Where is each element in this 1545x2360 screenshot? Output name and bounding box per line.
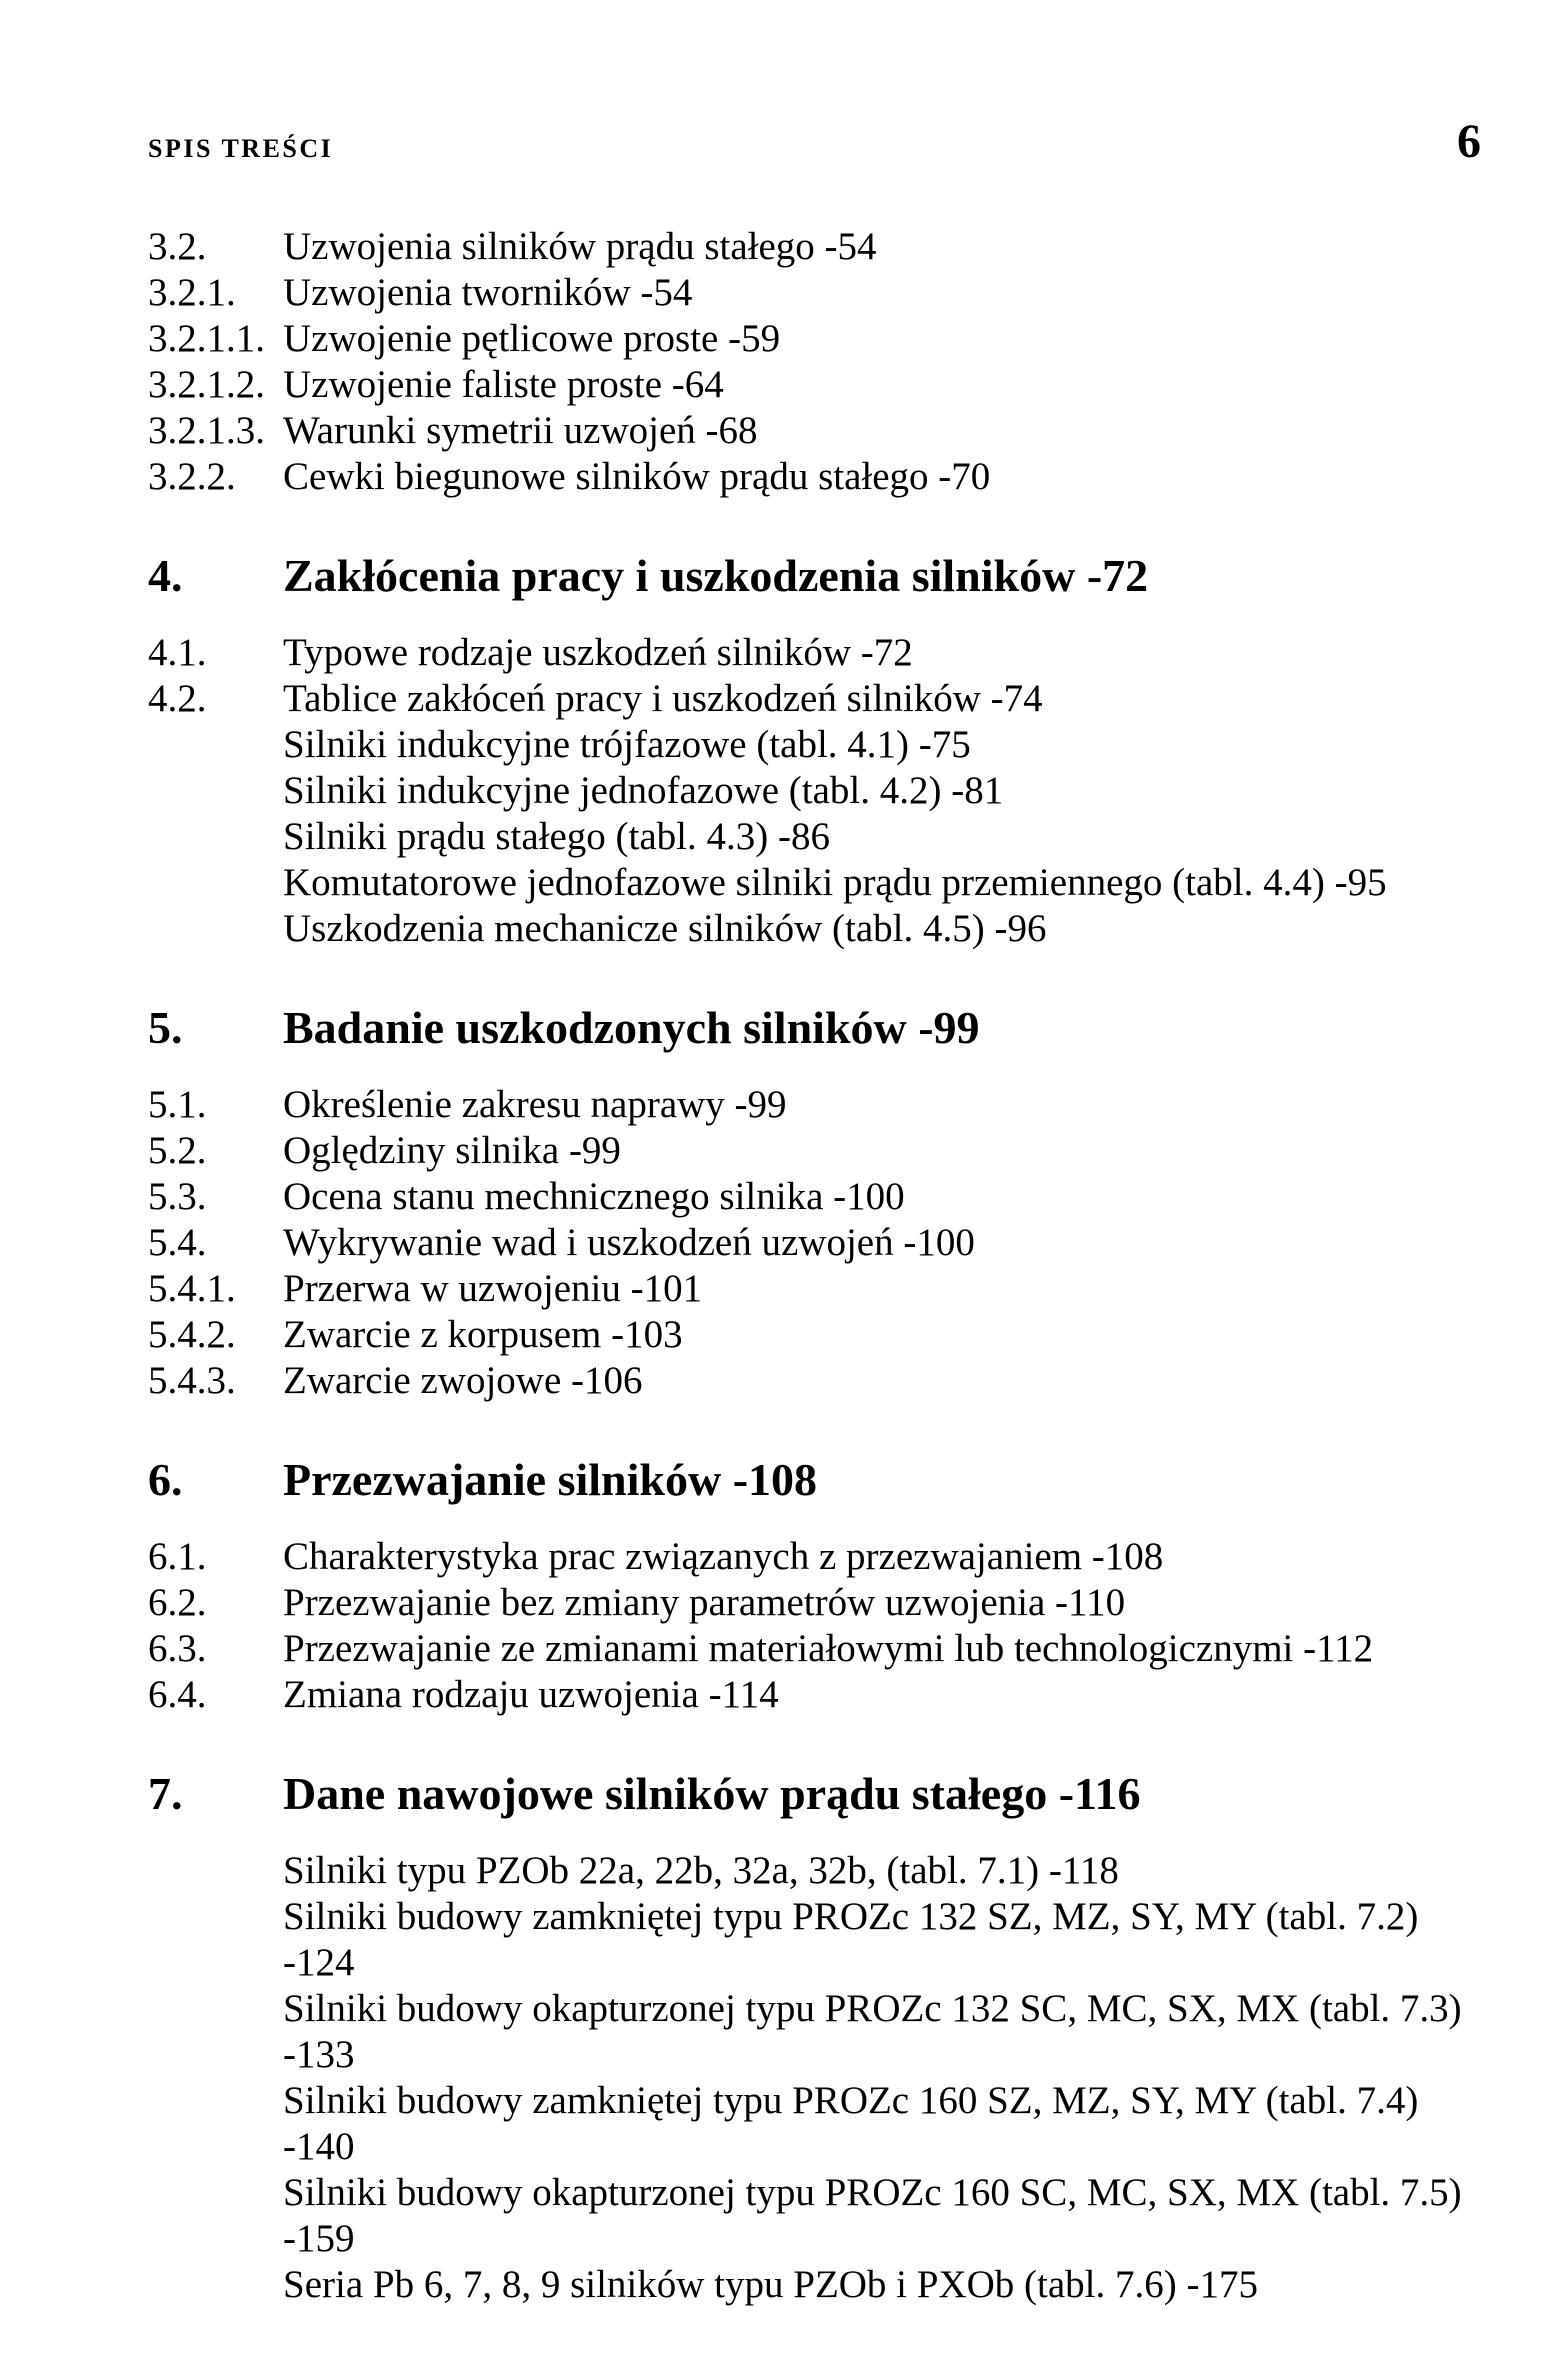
toc-entry-title: Silniki typu PZOb 22a, 22b, 32a, 32b, (tabl. 7.1) -118 xyxy=(283,1849,1119,1892)
page-number: 6 xyxy=(1457,115,1481,168)
toc-entry xyxy=(148,316,1493,362)
toc-entry xyxy=(148,630,1493,676)
toc-entry xyxy=(148,1082,1493,1128)
toc-entry-number: 6.3. xyxy=(148,1627,207,1670)
toc-entry xyxy=(148,1894,1493,1986)
toc-entry-number: 5. xyxy=(148,1002,183,1053)
toc-entry-title: Cewki biegunowe silników prądu stałego -70 xyxy=(283,455,991,498)
toc-entry-number: 3.2.1.1. xyxy=(148,317,265,360)
toc-entry-title: Zakłócenia pracy i uszkodzenia silników -72 xyxy=(283,550,1149,601)
toc-entry-number: 6.1. xyxy=(148,1535,207,1578)
toc-entry xyxy=(148,1312,1493,1358)
toc-entry-title: Dane nawojowe silników prądu stałego -116 xyxy=(283,1768,1141,1819)
toc-entry-number: 5.4.1. xyxy=(148,1267,236,1310)
toc-entry-number: 5.4.2. xyxy=(148,1313,236,1356)
toc-entry-title: Zmiana rodzaju uzwojenia -114 xyxy=(283,1673,779,1716)
toc-entry-number: 5.4. xyxy=(148,1221,207,1264)
toc-entry-title: Typowe rodzaje uszkodzeń silników -72 xyxy=(283,631,913,674)
toc-entry-title: Wykrywanie wad i uszkodzeń uzwojeń -100 xyxy=(283,1221,975,1264)
toc-entry xyxy=(148,1266,1493,1312)
toc-entry-title: Seria Pb 6, 7, 8, 9 silników typu PZOb i PXOb (tabl. 7.6) -175 xyxy=(283,2263,1258,2306)
toc-entry-title: Tablice zakłóceń pracy i uszkodzeń silników -74 xyxy=(283,677,1043,720)
toc-entry xyxy=(148,1128,1493,1174)
toc-entry-title: Uszkodzenia mechanicze silników (tabl. 4.5) -96 xyxy=(283,907,1047,950)
toc-entry-title: Komutatorowe jednofazowe silniki prądu przemiennego (tabl. 4.4) -95 xyxy=(283,861,1387,904)
toc-entry-number: 5.4.3. xyxy=(148,1359,236,1402)
toc-entry-number: 4.2. xyxy=(148,677,207,720)
toc-entry xyxy=(148,1672,1493,1718)
toc-entry xyxy=(148,2078,1493,2170)
toc-entry xyxy=(148,1174,1493,1220)
toc-entry xyxy=(148,860,1493,906)
toc-entry-number: 5.2. xyxy=(148,1129,207,1172)
toc-entry-title: Określenie zakresu naprawy -99 xyxy=(283,1083,787,1126)
toc-entry xyxy=(148,270,1493,316)
toc-entry-title: Przezwajanie silników -108 xyxy=(283,1454,818,1505)
toc-entry xyxy=(148,1220,1493,1266)
toc-entry-number: 3.2.1. xyxy=(148,271,236,314)
toc-entry xyxy=(148,676,1493,722)
toc-entry-number: 3.2.1.2. xyxy=(148,363,265,406)
toc-section-heading xyxy=(148,1768,1493,1820)
toc-entry xyxy=(148,2170,1493,2262)
toc-entry-title: Silniki budowy okapturzonej typu PROZc 160 SC, MC, SX, MX (tabl. 7.5) -159 xyxy=(283,2171,1462,2260)
toc-entry xyxy=(148,224,1493,270)
toc-entry-title: Uzwojenie faliste proste -64 xyxy=(283,363,724,406)
toc-entry-number: 6. xyxy=(148,1454,183,1505)
toc-entry-title: Uzwojenie pętlicowe proste -59 xyxy=(283,317,781,360)
toc-entry-title: Silniki budowy zamkniętej typu PROZc 132 SZ, MZ, SY, MY (tabl. 7.2) -124 xyxy=(283,1895,1419,1984)
toc-entry-number: 5.1. xyxy=(148,1083,207,1126)
toc-entry xyxy=(148,1626,1493,1672)
toc-content xyxy=(148,115,1493,2308)
toc-entry xyxy=(148,722,1493,768)
toc-entry-title: Silniki budowy okapturzonej typu PROZc 132 SC, MC, SX, MX (tabl. 7.3) -133 xyxy=(283,1987,1462,2076)
toc-entry-title: Warunki symetrii uzwojeń -68 xyxy=(283,409,758,452)
toc-entry-title: Silniki prądu stałego (tabl. 4.3) -86 xyxy=(283,815,830,858)
toc-entry-number: 3.2.1.3. xyxy=(148,409,265,452)
toc-entry-title: Przezwajanie bez zmiany parametrów uzwojenia -110 xyxy=(283,1581,1126,1624)
toc-entry-title: Charakterystyka prac związanych z przezwajaniem -108 xyxy=(283,1535,1164,1578)
toc-entry-number: 6.4. xyxy=(148,1673,207,1716)
toc-entry xyxy=(148,2262,1493,2308)
toc-entry xyxy=(148,454,1493,500)
toc-entry xyxy=(148,362,1493,408)
toc-entry-number: 6.2. xyxy=(148,1581,207,1624)
toc-entry-title: Zwarcie z korpusem -103 xyxy=(283,1313,683,1356)
toc-entry-title: Silniki indukcyjne trójfazowe (tabl. 4.1) -75 xyxy=(283,723,971,766)
toc-entry xyxy=(148,1986,1493,2078)
toc-entry-title: Uzwojenia silników prądu stałego -54 xyxy=(283,225,877,268)
toc-section-heading xyxy=(148,550,1493,602)
toc-entry xyxy=(148,1358,1493,1404)
toc-entry-number: 5.3. xyxy=(148,1175,207,1218)
toc-entry-number: 4.1. xyxy=(148,631,207,674)
toc-entry-title: Oględziny silnika -99 xyxy=(283,1129,621,1172)
toc-entry xyxy=(148,906,1493,952)
toc-entry-title: Silniki indukcyjne jednofazowe (tabl. 4.2) -81 xyxy=(283,769,1004,812)
toc-entry-title: Silniki budowy zamkniętej typu PROZc 160 SZ, MZ, SY, MY (tabl. 7.4) -140 xyxy=(283,2079,1419,2168)
toc-entry xyxy=(148,814,1493,860)
toc-entry-number: 4. xyxy=(148,550,183,601)
toc-entry-title: Ocena stanu mechnicznego silnika -100 xyxy=(283,1175,905,1218)
toc-entry xyxy=(148,768,1493,814)
toc-entry-number: 3.2. xyxy=(148,225,207,268)
toc-entry-title: Uzwojenia tworników -54 xyxy=(283,271,693,314)
toc-section-heading xyxy=(148,1002,1493,1054)
toc-entry-title: Przerwa w uzwojeniu -101 xyxy=(283,1267,703,1310)
toc-section-heading xyxy=(148,1454,1493,1506)
toc-entry xyxy=(148,408,1493,454)
toc-entry-title: Badanie uszkodzonych silników -99 xyxy=(283,1002,980,1053)
toc-entry-title: Przezwajanie ze zmianami materiałowymi lub technologicznymi -112 xyxy=(283,1627,1374,1670)
toc-entry-number: 3.2.2. xyxy=(148,455,236,498)
toc-entry-number: 7. xyxy=(148,1768,183,1819)
toc-entry xyxy=(148,1534,1493,1580)
page-header-row xyxy=(148,115,1493,168)
page-header-label: SPIS TREŚCI xyxy=(148,134,334,163)
toc-entry xyxy=(148,1580,1493,1626)
toc-entry xyxy=(148,1848,1493,1894)
toc-entry-title: Zwarcie zwojowe -106 xyxy=(283,1359,643,1402)
table-of-contents xyxy=(148,224,1493,2308)
